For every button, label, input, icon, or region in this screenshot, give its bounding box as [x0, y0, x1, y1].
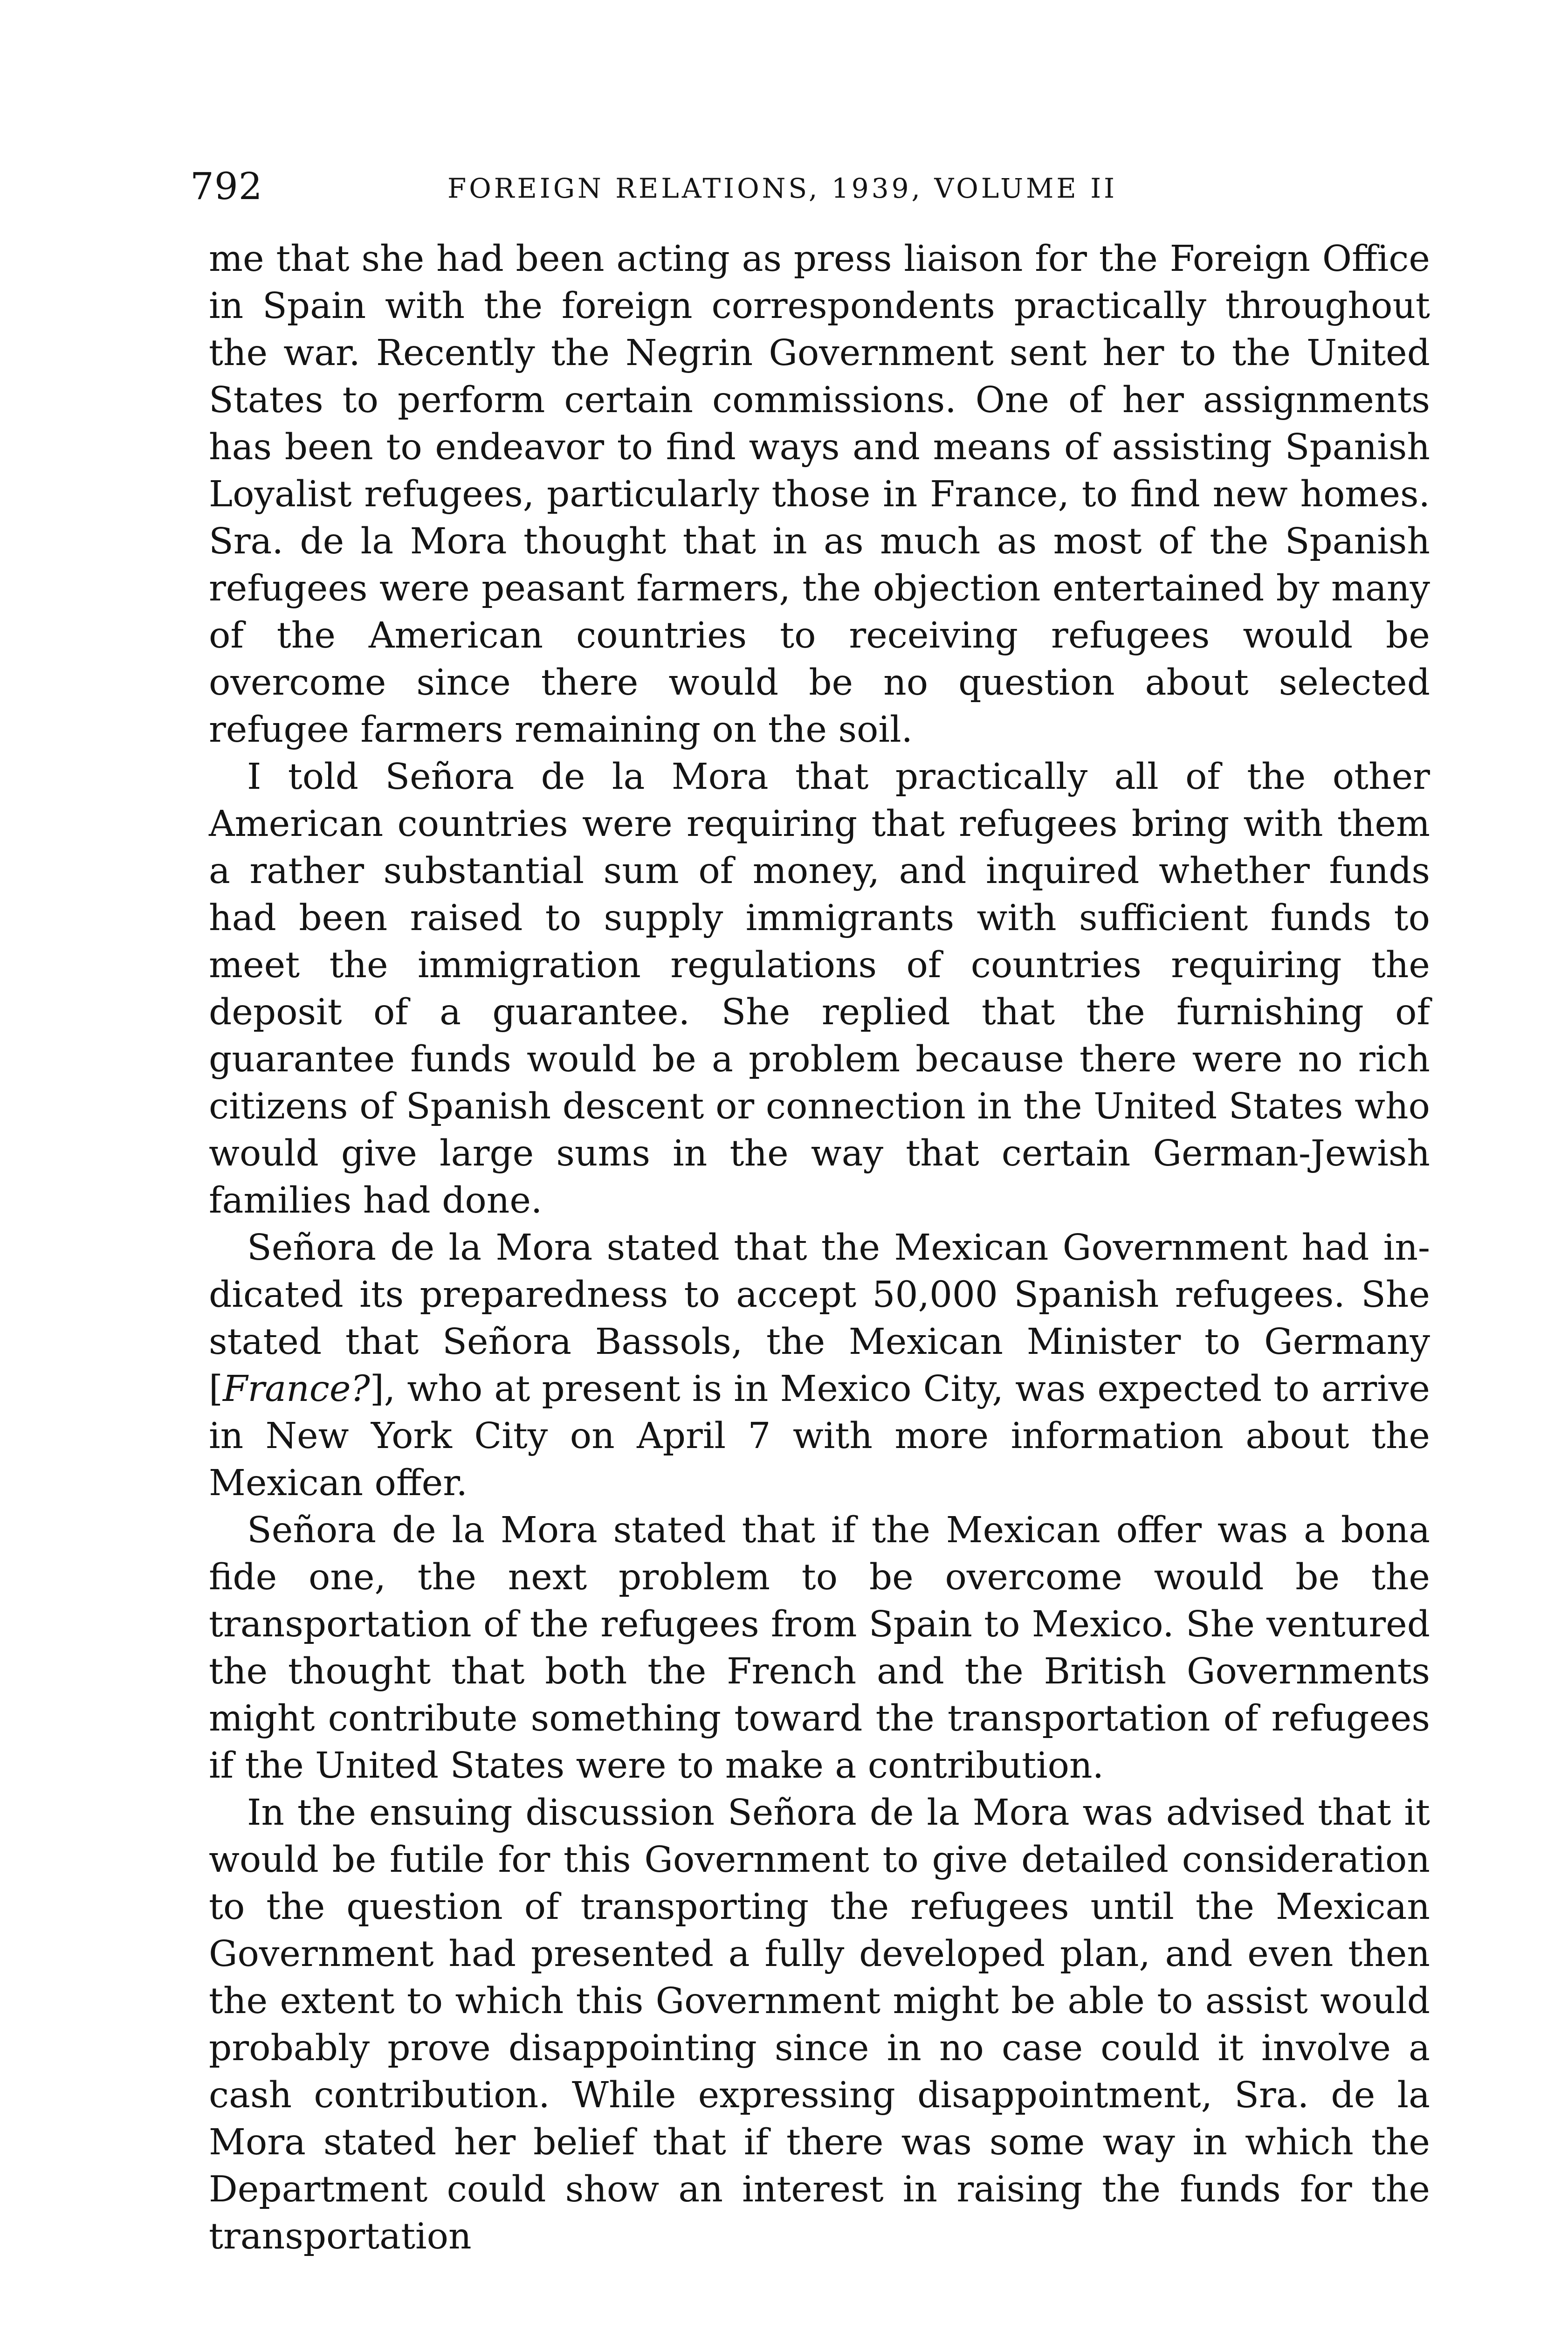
paragraph-3-text-after: ], who at present is in Mexico City, was expected to arrive in New York City on April 7 with more information about the Mexican offer. — [209, 1368, 1430, 1504]
page-number: 792 — [190, 165, 263, 208]
body-text — [209, 235, 1430, 2260]
paragraph-3-text-before: Señora de la Mora stated that the Mexican Government had indicated its preparedness to accept 50,000 Spanish refugees. She stated that Señora Bassols, the Mexican Minister to Germany [ — [209, 1227, 1430, 1410]
paragraph-5: In the ensuing discussion Señora de la Mora was advised that it would be futile for this Government to give detailed consideration to the question of transporting the refugees until the Mexican Government had presented a fully developed plan, and even then the extent to which this Government might be able to assist would probably prove disappointing since in no case could it involve a cash contribution. While expressing disappointment, Sra. de la Mora stated her belief that if there was some way in which the Department could show an interest in raising the funds for the transportation — [209, 1792, 1430, 2257]
paragraph-1: me that she had been acting as press liaison for the Foreign Office in Spain with the foreign correspondents practically throughout the war. Recently the Negrin Government sent her to the United States to perform certain commissions. One of her assignments has been to endeavor to find ways and means of assisting Spanish Loyalist refugees, particularly those in France, to find new homes. Sra. de la Mora thought that in as much as most of the Spanish refugees were peasant farmers, the objection entertained by many of the American countries to receiving refugees would be overcome since there would be no question about selected refugee farmers remaining on the soil. — [209, 238, 1430, 751]
running-head — [186, 161, 1445, 217]
paragraph-3-italic-insertion: France? — [223, 1368, 370, 1410]
paragraph-2: I told Señora de la Mora that practically all of the other American countries were requiring that refugees bring with them a rather substantial sum of money, and inquired whether funds had been raised to supply immigrants with sufficient funds to meet the immigration regulations of countries requiring the deposit of a guarantee. She replied that the furnishing of guarantee funds would be a problem because there were no rich citizens of Spanish descent or connection in the United States who would give large sums in the way that certain German-Jewish families had done. — [209, 756, 1430, 1221]
paragraph-3 — [209, 1224, 1430, 1507]
paragraph-4: Señora de la Mora stated that if the Mexican offer was a bona fide one, the next problem to be overcome would be the transportation of the refugees from Spain to Mexico. She ventured the thought that both the French and the British Governments might contribute something toward the transportation of refugees if the United States were to make a contribution. — [209, 1510, 1430, 1786]
running-title: FOREIGN RELATIONS, 1939, VOLUME II — [447, 172, 1118, 204]
